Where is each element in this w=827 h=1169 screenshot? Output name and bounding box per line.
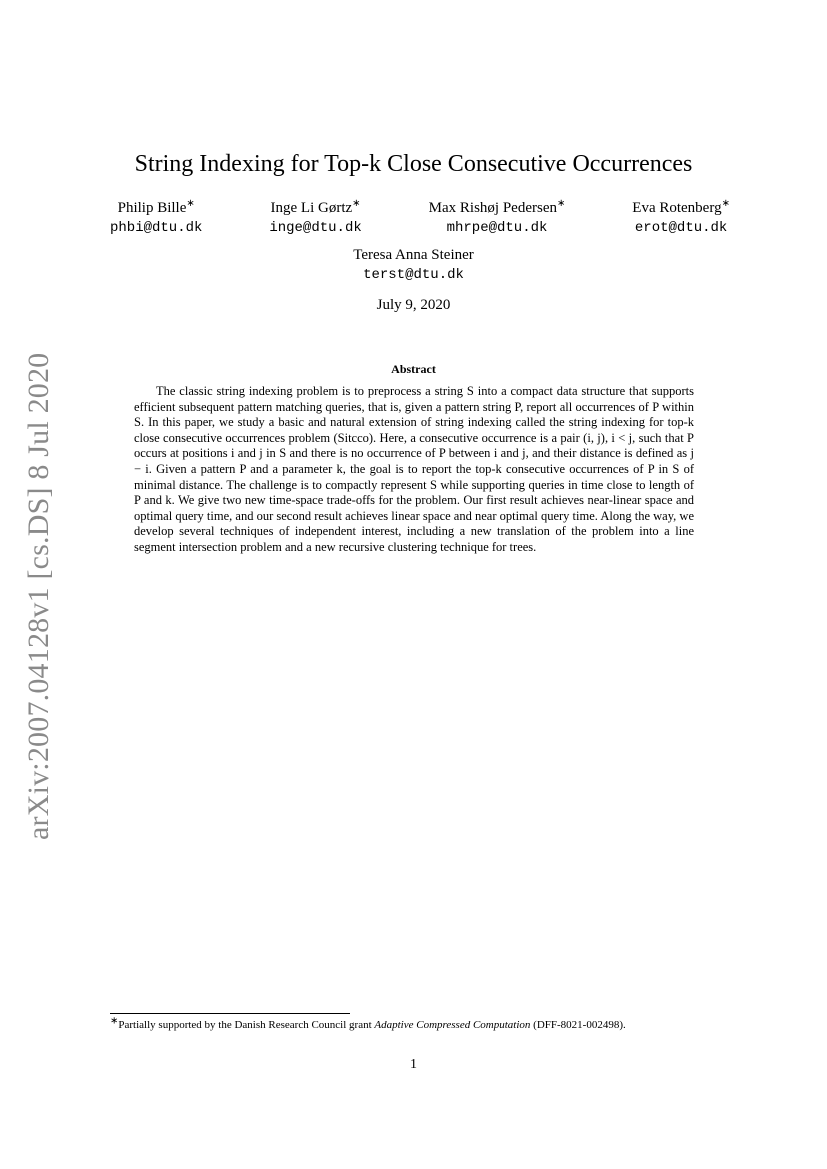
- author-block: [269, 198, 361, 238]
- arxiv-identifier-stamp: arXiv:2007.04128v1 [cs.DS] 8 Jul 2020: [22, 352, 55, 840]
- paper-title: String Indexing for Top-k Close Consecutive Occurrences: [134, 151, 693, 177]
- author-name-line: [632, 198, 730, 218]
- author-block: [110, 198, 202, 238]
- author-email: terst@dtu.dk: [363, 267, 464, 283]
- author-name: Eva Rotenberg: [632, 200, 722, 216]
- author-name-line: [269, 198, 361, 218]
- author-email: mhrpe@dtu.dk: [446, 220, 548, 236]
- footnote-text-suffix: (DFF-8021-002498).: [530, 1019, 626, 1031]
- author-block: [429, 198, 566, 238]
- author-name: Philip Bille: [117, 200, 187, 216]
- footnote-mark: ∗: [721, 198, 730, 209]
- author-block: [632, 198, 730, 238]
- footnote: [110, 1015, 730, 1032]
- author-email: inge@dtu.dk: [269, 220, 362, 236]
- author-email: phbi@dtu.dk: [110, 220, 203, 236]
- footnote-divider: [110, 1013, 350, 1014]
- author-block-solo: [0, 245, 827, 285]
- footnote-mark: ∗: [186, 198, 195, 209]
- paper-date: July 9, 2020: [376, 297, 451, 313]
- footnote-grant-title: Adaptive Compressed Computation: [374, 1019, 531, 1031]
- page-number: 1: [410, 1057, 417, 1072]
- abstract-heading: Abstract: [391, 362, 436, 376]
- footnote-mark: ∗: [352, 198, 361, 209]
- author-email: erot@dtu.dk: [634, 220, 728, 236]
- author-name-line: [429, 198, 566, 218]
- footnote-text-prefix: Partially supported by the Danish Research Council grant: [118, 1019, 375, 1031]
- footnote-mark: ∗: [110, 1015, 119, 1027]
- footnote-mark: ∗: [556, 198, 566, 209]
- authors-row: [110, 198, 730, 238]
- author-name: Teresa Anna Steiner: [353, 247, 474, 263]
- abstract-body: The classic string indexing problem is to preprocess a string S into a compact data structure that supports efficient subsequent pattern matching queries, that is, given a pattern string P, report all occurrences of P within S. In this paper, we study a basic and natural extension of string indexing called the string indexing for top-k close consecutive occurrences problem (Sitcco). Here, a consecutive occurrence is a pair (i, j), i < j, such that P occurs at positions i and j in S and there is no occurrence of P between i and j, and their distance is defined as j − i. Given a pattern P and a parameter k, the goal is to report the top-k consecutive occurrences of P in S of minimal distance. The challenge is to compactly represent S while supporting queries in time close to length of P and k. We give two new time-space trade-offs for the problem. Our first result achieves near-linear space and optimal query time, and our second result achieves linear space and near optimal query time. Along the way, we develop several techniques of independent interest, including a new translation of the problem into a line segment intersection problem and a new recursive clustering technique for trees.: [134, 384, 694, 554]
- author-name-line: [110, 198, 202, 218]
- author-name: Inge Li Gørtz: [270, 200, 353, 216]
- author-name: Max Rishøj Pedersen: [428, 200, 557, 216]
